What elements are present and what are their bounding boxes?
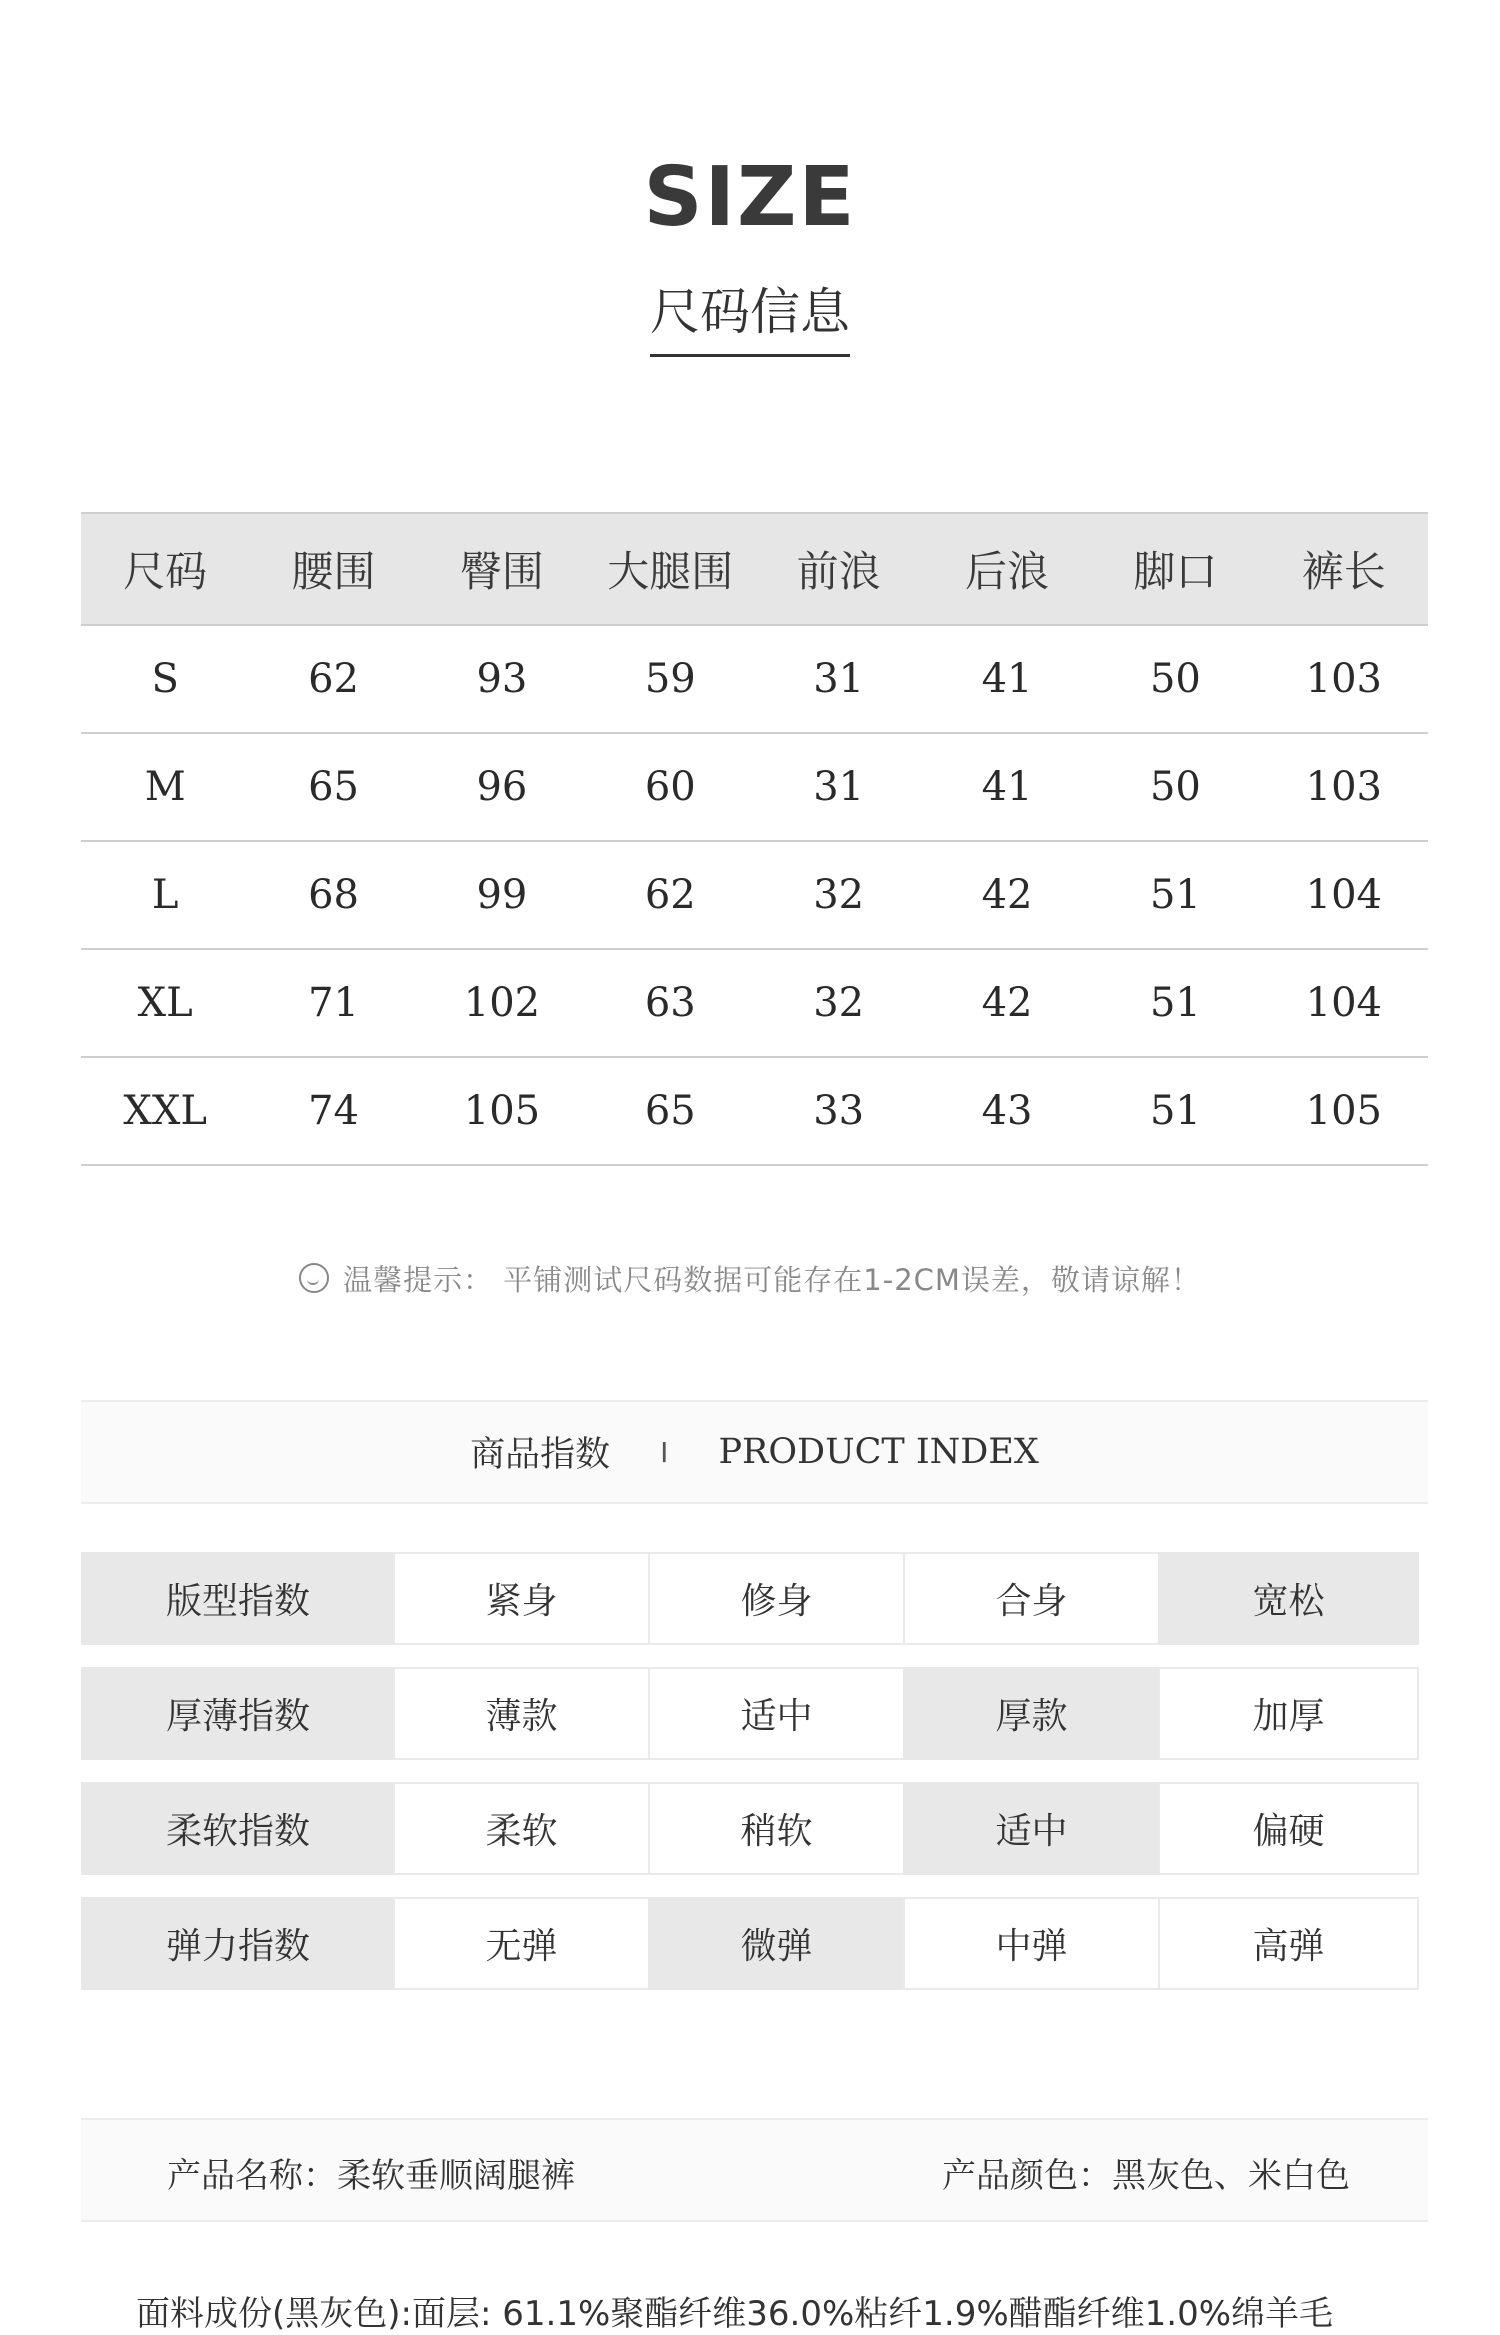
product-info-banner <box>81 2118 1428 2222</box>
product-index-title-cn: 商品指数 <box>470 1435 611 1475</box>
table-cell: 32 <box>755 841 923 949</box>
product-name: 产品名称：柔软垂顺阔腿裤 <box>167 2156 575 2196</box>
column-header: 后浪 <box>923 513 1091 625</box>
index-option-selected: 宽松 <box>1158 1552 1419 1645</box>
table-cell: 105 <box>418 1057 586 1165</box>
table-cell: 43 <box>923 1057 1091 1165</box>
table-cell: 33 <box>755 1057 923 1165</box>
index-option: 中弹 <box>903 1897 1160 1990</box>
table-cell: 102 <box>418 949 586 1057</box>
table-cell: 65 <box>249 733 417 841</box>
table-cell: 59 <box>586 625 754 733</box>
table-cell: 63 <box>586 949 754 1057</box>
index-label: 柔软指数 <box>81 1782 395 1875</box>
product-color: 产品颜色：黑灰色、米白色 <box>942 2156 1350 2196</box>
table-cell: 65 <box>586 1057 754 1165</box>
index-option: 高弹 <box>1158 1897 1419 1990</box>
table-cell: 99 <box>418 841 586 949</box>
column-header: 裤长 <box>1260 513 1428 625</box>
table-cell: 51 <box>1091 949 1259 1057</box>
table-cell: XL <box>81 949 249 1057</box>
index-option-selected: 微弹 <box>648 1897 905 1990</box>
size-subtitle-text: 尺码信息 <box>650 272 850 357</box>
table-cell: 93 <box>418 625 586 733</box>
table-cell: 42 <box>923 949 1091 1057</box>
index-row <box>81 1782 1424 1875</box>
table-cell: 62 <box>249 625 417 733</box>
index-option: 稍软 <box>648 1782 905 1875</box>
table-cell: 50 <box>1091 625 1259 733</box>
column-header: 尺码 <box>81 513 249 625</box>
index-option: 合身 <box>903 1552 1160 1645</box>
fabric-composition: 面料成份(黑灰色):面层: 61.1%聚酯纤维36.0%粘纤1.9%醋酯纤维1.0%绵羊毛 <box>136 2294 1334 2334</box>
index-label: 版型指数 <box>81 1552 395 1645</box>
table-cell: XXL <box>81 1057 249 1165</box>
column-header: 脚口 <box>1091 513 1259 625</box>
table-cell: 51 <box>1091 841 1259 949</box>
index-option: 柔软 <box>393 1782 650 1875</box>
column-header: 大腿围 <box>586 513 754 625</box>
index-option-selected: 适中 <box>903 1782 1160 1875</box>
size-subtitle <box>0 272 1500 357</box>
index-row <box>81 1667 1424 1760</box>
divider: I <box>660 1435 669 1469</box>
table-row <box>81 1057 1428 1165</box>
index-label: 弹力指数 <box>81 1897 395 1990</box>
index-row <box>81 1897 1424 1990</box>
index-option: 适中 <box>648 1667 905 1760</box>
table-cell: 104 <box>1260 841 1428 949</box>
table-row <box>81 841 1428 949</box>
table-row <box>81 625 1428 733</box>
table-cell: 62 <box>586 841 754 949</box>
table-cell: 104 <box>1260 949 1428 1057</box>
table-cell: 42 <box>923 841 1091 949</box>
table-cell: 105 <box>1260 1057 1428 1165</box>
table-cell: 74 <box>249 1057 417 1165</box>
index-option: 无弹 <box>393 1897 650 1990</box>
table-cell: M <box>81 733 249 841</box>
index-option: 加厚 <box>1158 1667 1419 1760</box>
size-table <box>81 512 1428 1166</box>
column-header: 臀围 <box>418 513 586 625</box>
column-header: 腰围 <box>249 513 417 625</box>
smile-icon <box>299 1263 329 1293</box>
table-cell: 103 <box>1260 625 1428 733</box>
table-cell: 60 <box>586 733 754 841</box>
size-title: SIZE <box>643 150 857 245</box>
index-option: 修身 <box>648 1552 905 1645</box>
table-cell: 96 <box>418 733 586 841</box>
table-cell: 41 <box>923 625 1091 733</box>
table-cell: 68 <box>249 841 417 949</box>
table-cell: 103 <box>1260 733 1428 841</box>
table-cell: 51 <box>1091 1057 1259 1165</box>
table-cell: 50 <box>1091 733 1259 841</box>
column-header: 前浪 <box>755 513 923 625</box>
table-cell: 31 <box>755 733 923 841</box>
table-cell: 41 <box>923 733 1091 841</box>
table-cell: 32 <box>755 949 923 1057</box>
table-cell: 31 <box>755 625 923 733</box>
table-row <box>81 949 1428 1057</box>
table-cell: L <box>81 841 249 949</box>
size-table-header <box>81 513 1428 625</box>
table-row <box>81 733 1428 841</box>
index-option: 薄款 <box>393 1667 650 1760</box>
tip-text: 温馨提示： 平铺测试尺码数据可能存在1-2CM误差，敬请谅解！ <box>343 1263 1201 1297</box>
index-label: 厚薄指数 <box>81 1667 395 1760</box>
index-row <box>81 1552 1424 1645</box>
index-option: 偏硬 <box>1158 1782 1419 1875</box>
table-cell: S <box>81 625 249 733</box>
product-index-grid <box>81 1552 1424 2012</box>
index-option: 紧身 <box>393 1552 650 1645</box>
product-index-banner <box>81 1400 1428 1504</box>
product-index-title-en: PRODUCT INDEX <box>718 1432 1039 1472</box>
index-option-selected: 厚款 <box>903 1667 1160 1760</box>
measurement-tip <box>0 1258 1500 1299</box>
table-cell: 71 <box>249 949 417 1057</box>
